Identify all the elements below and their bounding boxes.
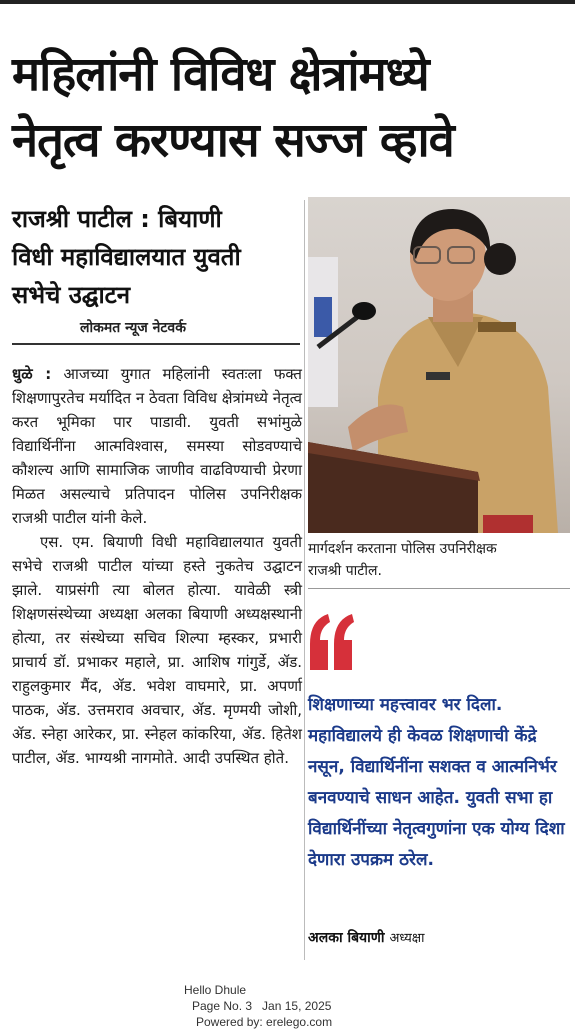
- article-paragraph-1: [12, 362, 302, 530]
- sub-headline-line-2: विधी महाविद्यालयात युवती: [12, 243, 241, 271]
- dateline: धुळे :: [12, 365, 52, 383]
- article-body: [12, 362, 302, 770]
- quote-author-name: अलका बियाणी: [308, 930, 385, 946]
- sub-headline-line-3: सभेचे उद्घाटन: [12, 281, 131, 309]
- article-photo: [308, 197, 570, 533]
- footer-date: Jan 15, 2025: [262, 999, 332, 1013]
- byline: लोकमत न्यूज नेटवर्क: [80, 320, 186, 336]
- photo-caption: [308, 538, 570, 582]
- column-divider: [304, 200, 305, 960]
- headline-line-1: महिलांनी विविध क्षेत्रांमध्ये: [12, 47, 429, 102]
- caption-rule: [308, 588, 570, 589]
- speaker-at-podium-photo: [308, 197, 570, 533]
- caption-line-1: मार्गदर्शन करताना पोलिस उपनिरीक्षक: [308, 541, 497, 557]
- headline-line-2: नेतृत्व करण्यास सज्ज व्हावे: [12, 113, 454, 168]
- sub-headline: [12, 200, 302, 314]
- double-quote-icon: [306, 610, 356, 674]
- sub-headline-rule: [12, 343, 300, 345]
- banner-logo: [314, 297, 332, 337]
- footer-powered-by: Powered by: erelego.com: [196, 1015, 333, 1029]
- article-paragraph-1-text: आजच्या युगात महिलांनी स्वतःला फक्त शिक्षणापुरतेच मर्यादित न ठेवता विविध क्षेत्रांमध्ये नेतृत्व करत भूमिका पार पाडावी. युवती सभांमुळे विद्यार्थिनींना आत्मविश्वास, समस्या सोडवण्याचे कौशल्य आणि सामाजिक जाणीव वाढविण्याची प्रेरणा मिळत असल्याचे प्रतिपादन पोलिस उपनिरीक्षक राजश्री पाटील यांनी केले.: [12, 365, 302, 527]
- pull-quote-text: शिक्षणाच्या महत्त्वावर भर दिला. महाविद्यालये ही केवळ शिक्षणाची केंद्रे नसून, विद्यार्थिनींना सशक्त व आत्मनिर्भर बनवण्याचे साधन आहेत. युवती सभा हा विद्यार्थिनींच्या नेतृत्वगुणांना एक योग्य दिशा देणारा उपक्रम ठरेल.: [308, 695, 565, 870]
- footer-page-line: [0, 998, 575, 1014]
- page-footer: [0, 982, 575, 1030]
- sub-headline-line-1: राजश्री पाटील : बियाणी: [12, 205, 222, 233]
- footer-publication: Hello Dhule: [184, 983, 247, 997]
- caption-line-2: राजश्री पाटील.: [308, 563, 382, 579]
- quote-author-role: अध्यक्षा: [389, 931, 425, 946]
- hair-bun: [484, 243, 516, 275]
- article-paragraph-2: एस. एम. बियाणी विधी महाविद्यालयात युवती सभेचे राजश्री पाटील यांच्या हस्ते नुकतेच उद्घाटन झाले. याप्रसंगी त्या बोलत होत्या. यावेळी स्त्री शिक्षणसंस्थेच्या अध्यक्षा अलका बियाणी अध्यक्षस्थानी होत्या, तर संस्थेच्या सचिव शिल्पा म्हस्कर, प्रभारी प्राचार्य डॉ. प्रभाकर महाले, प्रा. आशिष गांगुर्डे, ॲड. राहुलकुमार मैंद, ॲड. भवेश वाघमारे, प्रा. अपर्णा पाठक, ॲड. उत्तमराव अवचार, ॲड. मृण्मयी जोशी, ॲड. स्नेहा आरेकर, प्रा. स्नेहल कांकरिया, ॲड. हितेश पाटील, ॲड. भाग्यश्री नागमोते. आदी उपस्थित होते.: [12, 533, 302, 767]
- quote-author: [308, 928, 425, 947]
- microphone-head: [352, 302, 376, 320]
- shoulder-badge: [478, 322, 516, 332]
- belt-shape: [483, 515, 533, 533]
- footer-page: Page No. 3: [192, 999, 253, 1013]
- name-badge: [426, 372, 450, 380]
- top-rule: [0, 0, 575, 4]
- headline: [12, 42, 564, 174]
